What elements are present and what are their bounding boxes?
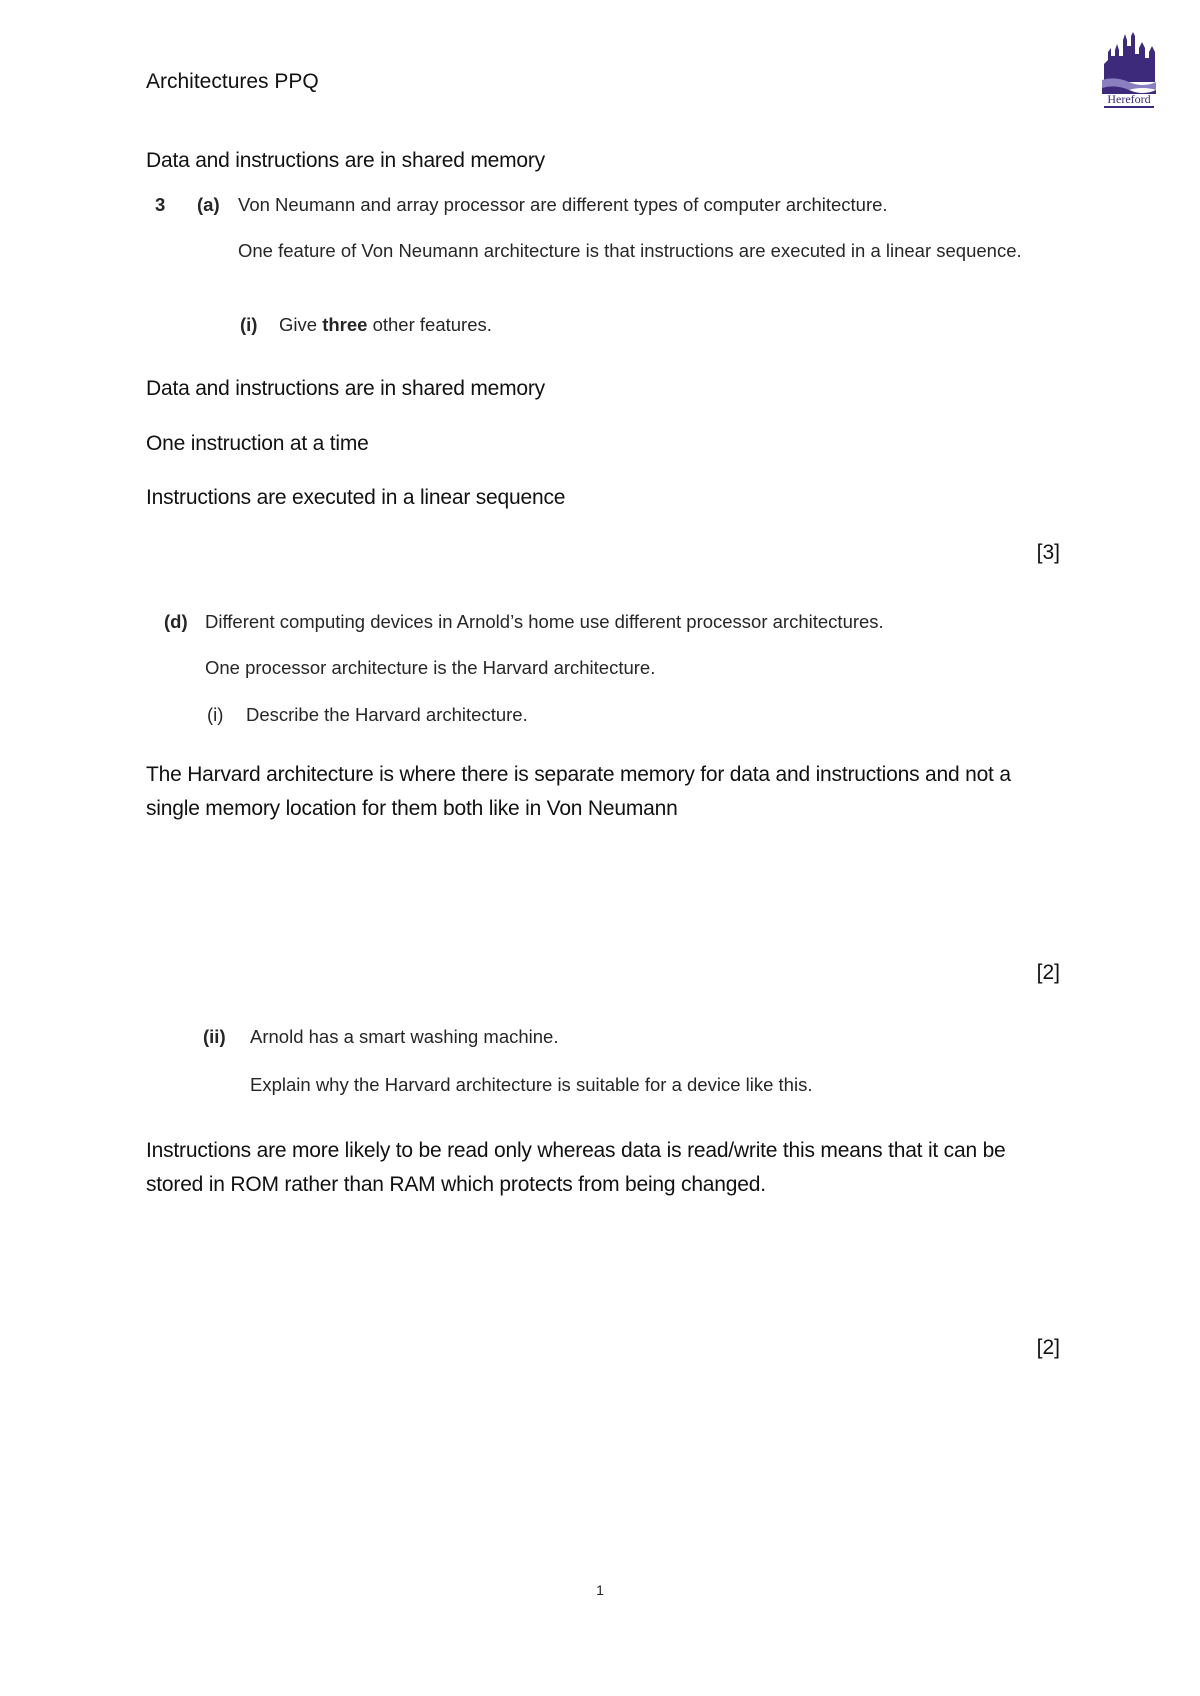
answer-line: One instruction at a time <box>146 432 369 455</box>
part-d-label: (d) <box>164 611 188 632</box>
sub-i-label: (i) <box>240 314 258 335</box>
mark-d-ii: [2] <box>1036 1336 1060 1359</box>
answer-line: Instructions are executed in a linear sequence <box>146 486 566 509</box>
school-logo <box>1100 30 1158 110</box>
intro-answer: Data and instructions are in shared memory <box>146 149 545 172</box>
part-d-sub-ii-label: (ii) <box>203 1026 226 1047</box>
sub-i-text-bold: three <box>322 314 368 335</box>
logo-text: Hereford <box>1107 92 1151 106</box>
answer-washing-machine: Instructions are more likely to be read only whereas data is read/write this means that it can be stored in ROM rather than RAM which protects from being changed. <box>146 1139 1006 1196</box>
part-d-sub-i-label: (i) <box>207 704 224 725</box>
sub-i-text-after: other features. <box>367 314 492 335</box>
mark-d-i: [2] <box>1036 961 1060 984</box>
document-title: Architectures PPQ <box>146 70 319 93</box>
answer-line: Data and instructions are in shared memory <box>146 377 545 400</box>
part-d-sub-ii-explain: Explain why the Harvard architecture is suitable for a device like this. <box>250 1074 813 1095</box>
answer-harvard-description: The Harvard architecture is where there is separate memory for data and instructions and not a single memory location for them both like in Von Neumann <box>146 763 1011 820</box>
part-a-text: Von Neumann and array processor are different types of computer architecture. <box>238 194 888 215</box>
cathedral-logo-icon <box>1100 30 1158 110</box>
part-d-subtext: One processor architecture is the Harvard architecture. <box>205 657 656 678</box>
sub-i-text-before: Give <box>279 314 323 335</box>
sub-i-question <box>279 313 492 337</box>
part-d-text: Different computing devices in Arnold’s home use different processor architectures. <box>205 611 884 632</box>
part-d-sub-ii-text: Arnold has a smart washing machine. <box>250 1026 559 1047</box>
part-a-label: (a) <box>197 194 220 215</box>
question-number: 3 <box>155 194 166 215</box>
feature-text: One feature of Von Neumann architecture is that instructions are executed in a linear sequence. <box>238 240 1022 261</box>
mark-3: [3] <box>1036 541 1060 564</box>
part-d-sub-i-text: Describe the Harvard architecture. <box>246 704 528 725</box>
page-number: 1 <box>596 1582 604 1598</box>
